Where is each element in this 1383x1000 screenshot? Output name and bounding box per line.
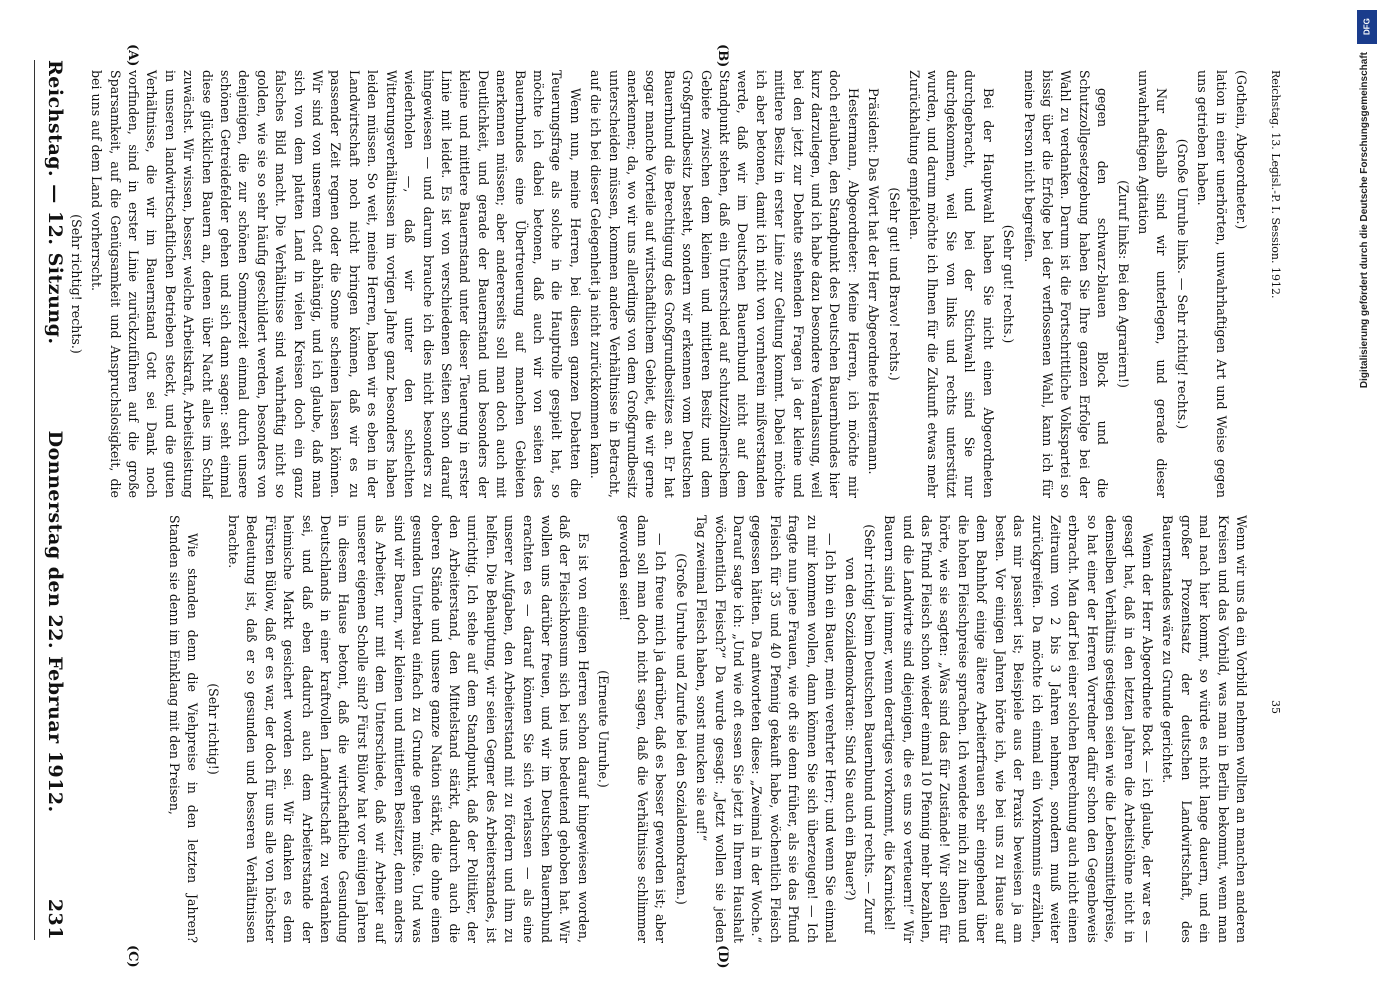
paragraph: Wenn wir uns da ein Vorbild nehmen wollten an manchen anderen Kreisen und das Vorbild, was man in Berlin bekommt, wenn man mal nach hier kommt, so würde es nicht lange dauern, und ein großer Prozentsatz der deutschen Landwirtschaft, des Bauernstandes wäre zu Grunde gerichtet. xyxy=(1160,515,1249,943)
paragraph: Bei der Hauptwahl haben Sie nicht einen Abgeordneten durchgebracht, und bei der Stichwahl sind Sie nur durchgekommen, weil Sie von links und rechts unterstützt wurden, und darum möchte ich Ihnen für die Zukunft etwas mehr Zurückhaltung empfehlen. xyxy=(907,70,996,498)
paragraph: (Große Unruhe links. — Sehr richtig! rechts.) xyxy=(1174,138,1190,430)
margin-mark-b: (B) xyxy=(715,44,730,68)
dfg-stamp xyxy=(1356,4,1378,996)
paragraph: (Sehr richtig! beim Deutschen Bauernbund und rechts. — Zuruf von den Sozialdemokraten: Sind Sie auch ein Bauer?) xyxy=(843,524,877,934)
paragraph: Wenn der Herr Abgeordnete Bock — ich glaube, der war es — gesagt hat, daß in den letzten Jahren die Arbeitslöhne nicht in demselben Verhältnis gestiegen seien wie die Lebensmittelpreise, so hat einer der Herren Vorredner dafür schon den Gegenbeweis erbracht. Man darf bei einer solchen Berechnung auch nicht einen Zeitraum von 2 bis 3 Jahren nehmen, sondern muß weiter zurückgreifen. Da möchte ich einmal ein Vorkommnis erzählen, das mir passiert ist; Beispiele aus der Praxis beweisen ja am besten. Vor einigen Jahren hörte ich, wie bei uns zu Hause auf dem Bahnhof einige ältere Arbeiterfrauen sehr eingehend über die hohen Fleischpreise sprachen. Ich wendete mich zu ihnen und hörte, wie sie sagten: „Was sind das für Zustände! Wir sollen für das Pfund Fleisch schon wieder einmal 10 Pfennig mehr bezahlen, und die Landwirte sind diejenigen, die es uns so verteuern!“ Wir Bauern sind ja immer, wenn derartiges vorkommt, die Karnickel! xyxy=(882,515,1155,943)
paragraph: Nur deshalb sind wir unterlegen, und gerade dieser unwahrhaftigen Agitation xyxy=(1135,70,1170,498)
dfg-credit-text: Digitalisierung gefördert durch die Deutsche Forschungsgemeinschaft xyxy=(1359,52,1370,389)
margin-mark-d: (D) xyxy=(715,945,730,969)
paragraph: (Gothein, Abgeordneter.) xyxy=(1234,70,1249,230)
paragraph: — Ich bin ein Bauer, mein verehrter Herr; und wenn Sie einmal zu mir kommen wollen, dann können Sie sich überzeugen! — Ich fragte nun jene Frauen, wie oft sie denn früher, als sie das Pfund Fleisch für 35 und 40 Pfennig gekauft habe, wöchentlich Fleisch gegessen hätten. Da antworteten diese: „Zweimal in der Woche.“ Darauf sagte ich: „Und wie oft essen Sie jetzt in Ihrem Haushalt wöchentlich Fleisch?“ Da wurde gesagt: „Jetzt wollen sie jeden Tag zweimal Fleisch haben, sonst mucken sie auf!“ xyxy=(694,515,839,943)
paragraph: Wie standen denn die Viehpreise in den letzten Jahren? Standen sie denn im Einklang mit den Preisen, xyxy=(166,515,201,943)
paragraph: (Sehr gut! rechts.) xyxy=(1001,224,1017,344)
paragraph: lation in einer unerhörten, unwahrhaftigen Art und Weise gegen uns getrieben haben. xyxy=(1195,70,1229,498)
paragraph: Präsident: Das Wort hat der Herr Abgeordnete Hestermann. xyxy=(866,88,882,475)
footer-note: Reichstag. 13. Legisl.-P. I. Session. 1912. xyxy=(1269,70,1282,299)
sheet-number: 35 xyxy=(1269,700,1282,714)
paragraph: (Sehr richtig! rechts.) xyxy=(68,214,84,354)
paragraph: (Zuruf links: Bei den Agrariern!) xyxy=(1115,180,1131,388)
paragraph: gegen den schwarz-blauen Block und die Schutzzollgesetzgebung haben Sie Ihre ganzen Erfolge bei der Wahl zu verdanken. Darum ist die Fortschrittliche Volkspartei so bissig über die Erfolge bei der verflossenen Wahl, kann ich für meine Person nicht begreifen. xyxy=(1021,70,1111,498)
margin-mark-c: (C) xyxy=(125,945,140,968)
dfg-logo-icon: DFG xyxy=(1357,10,1377,44)
header-date: Donnerstag den 22. Februar 1912. xyxy=(44,430,66,813)
header-session: Reichstag. — 12. Sitzung. xyxy=(44,60,66,345)
right-column xyxy=(85,515,1250,943)
paragraph: — Ich freue mich ja darüber, daß es besser geworden ist; aber dann soll man doch nicht sagen, daß die Verhältnisse schlimmer geworden seien! xyxy=(616,515,669,943)
left-column xyxy=(68,70,1250,498)
paragraph: Wenn nun, meine Herren, bei diesen ganzen Debatten die Teuerungsfrage als solche in die Hauptrolle gespielt hat, so möchte ich dabei betonen, daß auch wir von seiten des Bauernbundes eine Übertreuerung auf manchen Gebieten anerkennen müssen; aber andererseits soll man doch auch mit Deutlichkeit, und gerade der Bauernstand und besonders der kleine und mittlere Bauernstand unter dieser Teuerung in erster Linie mit leidet. Es ist von verschiedenen Seiten schon darauf hingewiesen — und darum brauche ich dies nicht besonders zu wiederholen —, daß wir unter den schlechten Witterungsverhältnissen im vorigen Jahre ganz besonders haben leiden müssen. So weit, meine Herren, haben wir es eben in der Landwirtschaft noch nicht bringen können, daß wir es zu passender Zeit regnen oder die Sonne scheinen lassen können. Wir sind von unserem Gott abhängig, und ich glaube, daß man sich von dem platten Land in vielen Kreisen doch ein ganz falsches Bild macht. Die Verhältnisse sind wahrhaftig nicht so golden, wie sie so sehr häufig geschildert werden, besonders von denjenigen, die zur schönen Sommerzeit einmal durch unsere schönen Getreidefelder gehen und sich dann sagen: seht einmal diese glücklichen Bauern an, denen über Nacht alles im Schlaf zuwächst. Wir wissen, besser, welche Arbeitskraft, Arbeitsleistung in unseren landwirtschaftlichen Betrieben steckt, und die guten Verhältnisse, die wir im Bauernstand Gott sei Dank noch vorfinden, sind in erster Linie zurückzuführen auf die große Sparsamkeit, auf die Genügsamkeit und Anspruchslosigkeit, die bei uns auf dem Land vorherrscht. xyxy=(89,70,583,498)
paragraph: (Große Unruhe und Zurufe bei den Sozialdemokraten.) xyxy=(673,553,689,905)
paragraph: (Sehr gut! und Bravo! rechts.) xyxy=(886,187,902,381)
paragraph: Es ist von einigen Herren schon darauf hingewiesen worden, daß der Fleischkonsum sich bei uns bedeutend gehoben hat. Wir wollen uns darüber freuen, und wir im Deutschen Bauernbund erachten es — darauf können Sie sich verlassen — als eine unserer Aufgaben, den Arbeiterstand mit zu fördern und ihm zu helfen. Die Behauptung, wir seien Gegner des Arbeiterstandes, ist unrichtig. Ich stehe auf dem Standpunkt, daß der Politiker, der den Arbeiterstand, den Mittelstand stärkt, dadurch auch die oberen Stände und unsere ganze Nation stärkt, die ohne einen gesunden Unterbau einfach zu Grunde gehen müßte. Und was sind wir Bauern, wir kleinen und mittleren Besitzer, denn anders als Arbeiter, nur mit dem Unterschiede, daß wir Arbeiter auf unserer eigenen Scholle sind? Fürst Bülow hat vor einigen Jahren in diesem Hause betont, daß die wirtschaftliche Gesundung Deutschlands in einer kraftvollen Landwirtschaft zu verdanken sei, und daß eben dadurch auch dem Arbeiterstande der heimische Markt gesichert worden sei. Wir danken es dem Fürsten Bülow, daß er es war, der doch für uns alle von höchster Bedeutung ist, daß er so gesunden und besseren Verhältnissen brachte. xyxy=(226,515,591,943)
paragraph: (Sehr richtig!) xyxy=(205,683,221,775)
paragraph: (Erneute Unruhe.) xyxy=(596,670,612,788)
margin-mark-a: (A) xyxy=(125,44,140,67)
page-number: 231 xyxy=(44,898,66,940)
paragraph: Hestermann, Abgeordneter: Meine Herren, ich möchte mir doch erlauben, den Standpunkt des Deutschen Bauernbundes hier kurz darzulegen, und ich habe dazu besondere Veranlassung, weil bei den jetzt zur Debatte stehenden Fragen ja der kleine und mittlere Besitz in erster Linie zur Geltung kommt. Dabei möchte ich aber betonen, damit ich nicht von vornherein mißverstanden werde, daß wir im Deutschen Bauernbund nicht auf dem Standpunkt stehen, daß ein Unterschied auf schutzzöllnerischem Gebiete zwischen dem kleinen und mittleren Besitz und dem Großgrundbesitz besteht, sondern wir erkennen vom Deutschen Bauernbund die Berechtigung des Großgrundbesitzes an. Er hat sogar manche Vorteile auf wirtschaftlichem Gebiet, die wir gerne anerkennen; da, wo wir uns allerdings von dem Großgrundbesitz unterscheiden müssen, kommen andere Verhältnisse in Betracht, auf die ich bei dieser Gelegenheit ja nicht zurückkommen kann. xyxy=(588,70,861,498)
